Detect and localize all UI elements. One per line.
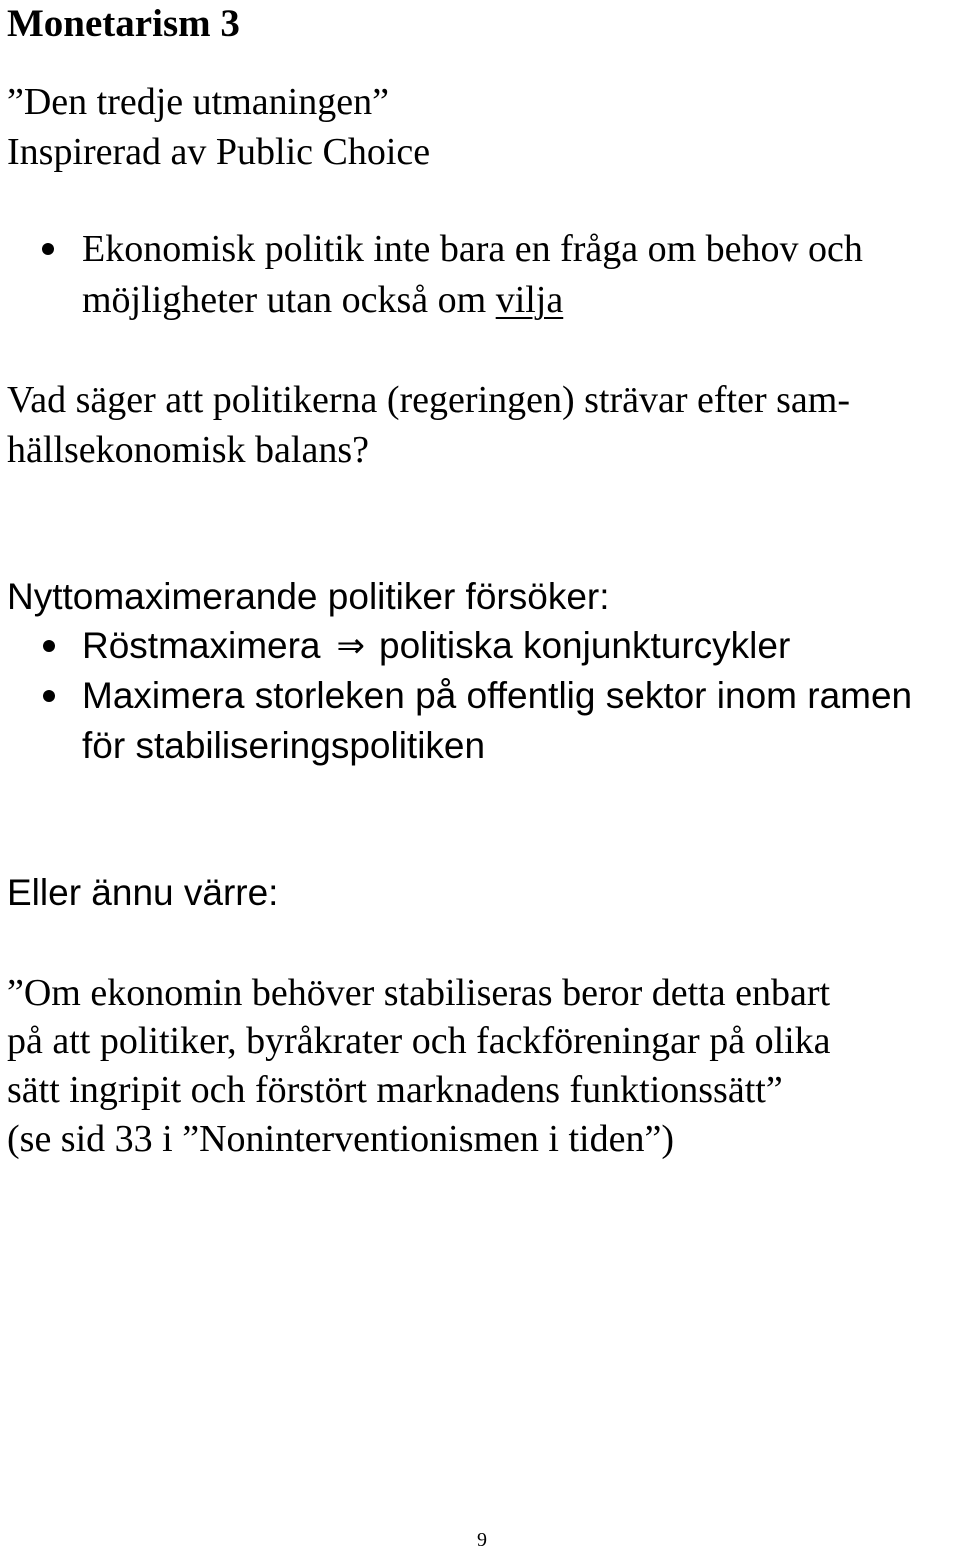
bullet-icon bbox=[43, 690, 55, 702]
question-line-1: Vad säger att politikerna (regeringen) strävar efter sam- bbox=[7, 379, 850, 421]
bullet-text-line-1: Ekonomisk politik inte bara en fråga om behov och bbox=[82, 228, 863, 270]
page-title: Monetarism 3 bbox=[7, 2, 240, 45]
intro-subtitle-line: Inspirerad av Public Choice bbox=[7, 131, 431, 173]
utility-heading: Nyttomaximerande politiker försöker: bbox=[7, 576, 610, 617]
bullet-text-prefix: möjligheter utan också om bbox=[82, 279, 496, 321]
utility-item-2-line-2: för stabiliseringspolitiken bbox=[82, 725, 486, 766]
bullet-text-line-2 bbox=[82, 281, 563, 319]
utility-item-1-right: politiska konjunkturcykler bbox=[379, 625, 791, 666]
worse-quote-line-3: sätt ingripit och förstört marknadens funktionssätt” bbox=[7, 1069, 783, 1111]
utility-item-1 bbox=[82, 627, 790, 664]
worse-quote-line-2: på att politiker, byråkrater och fackföreningar på olika bbox=[7, 1020, 831, 1062]
worse-reference-line: (se sid 33 i ”Noninterventionismen i tiden”) bbox=[7, 1118, 674, 1160]
bullet-icon bbox=[42, 243, 54, 255]
question-line-2: hällsekonomisk balans? bbox=[7, 429, 369, 471]
page-number: 9 bbox=[477, 1529, 487, 1551]
worse-heading: Eller ännu värre: bbox=[7, 872, 279, 913]
intro-quote-line: ”Den tredje utmaningen” bbox=[7, 81, 389, 123]
implies-arrow-icon: ⇒ bbox=[336, 626, 365, 666]
underlined-word: vilja bbox=[495, 279, 564, 321]
utility-item-2-line-1: Maximera storleken på offentlig sektor inom ramen bbox=[82, 675, 913, 716]
utility-item-1-left: Röstmaximera bbox=[82, 625, 321, 666]
worse-quote-line-1: ”Om ekonomin behöver stabiliseras beror detta enbart bbox=[7, 972, 831, 1014]
bullet-icon bbox=[43, 640, 55, 652]
